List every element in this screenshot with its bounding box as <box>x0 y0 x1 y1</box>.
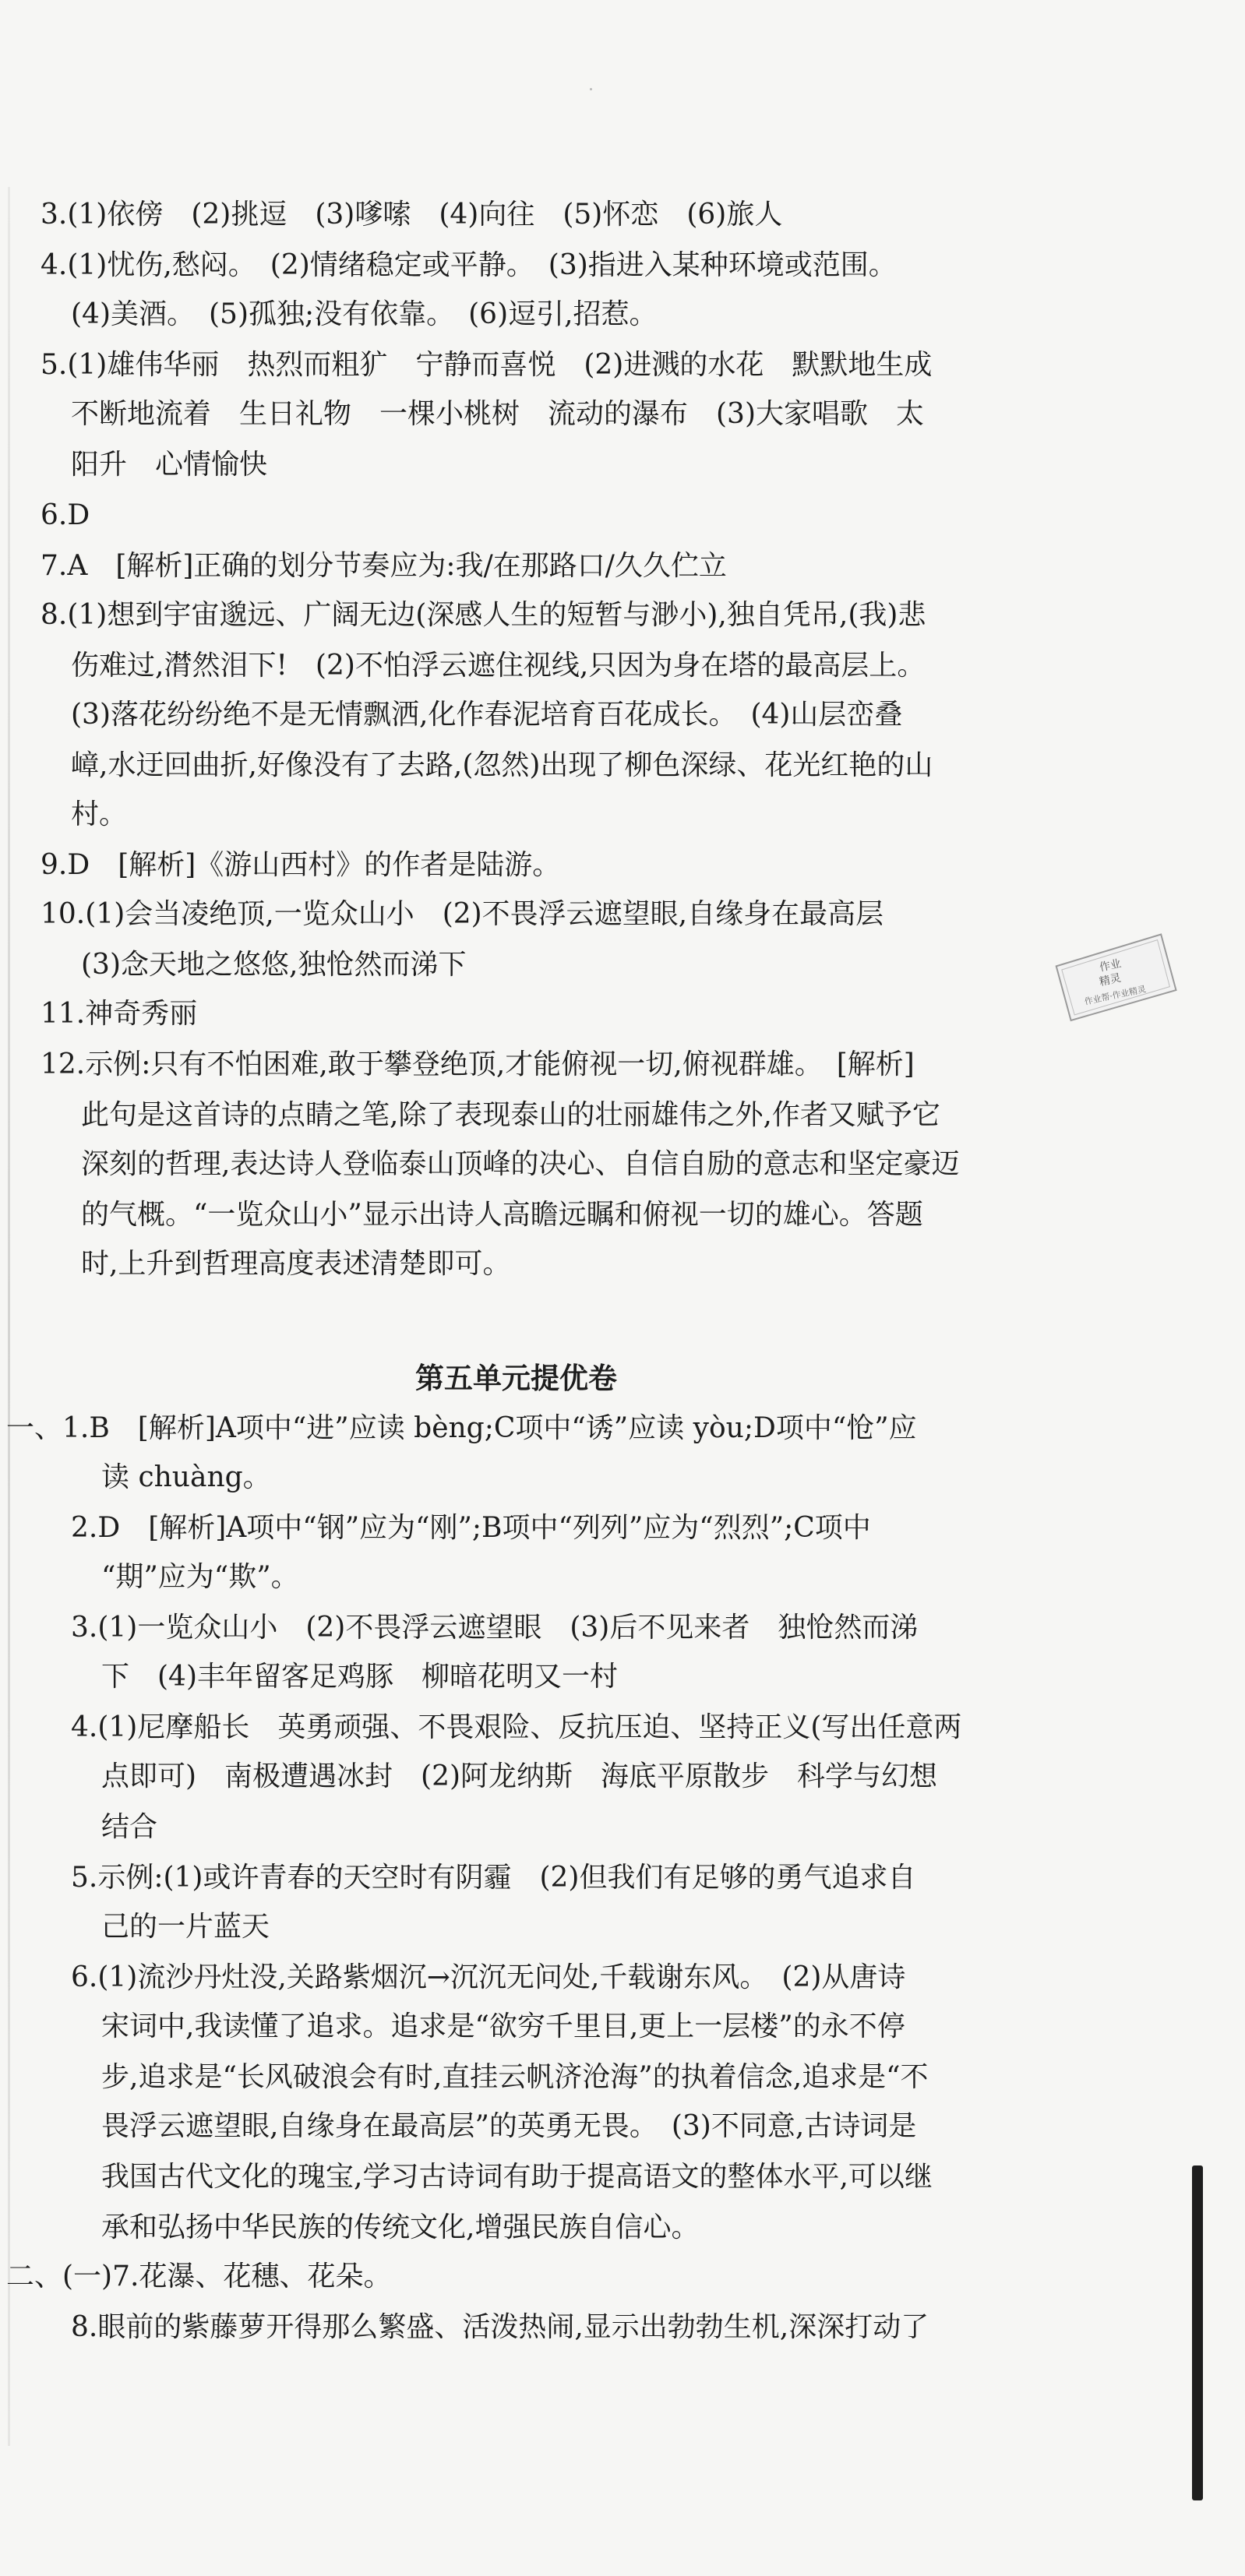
answer-line: (3)落花纷纷绝不是无情飘洒,化作春泥培育百花成长。 (4)山层峦叠 <box>71 699 903 731</box>
answer-line: 下 (4)丰年留客足鸡豚 柳暗花明又一村 <box>101 1661 618 1693</box>
answer-line: 畏浮云遮望眼,自缘身在最高层”的英勇无畏。 (3)不同意,古诗词是 <box>101 2110 917 2142</box>
answer-line: 宋词中,我读懂了追求。追求是“欲穷千里目,更上一层楼”的永不停 <box>101 2010 905 2042</box>
answer-line: 11.神奇秀丽 <box>41 998 198 1030</box>
answer-line: 村。 <box>71 798 128 830</box>
answer-line: 阳升 心情愉快 <box>71 449 268 481</box>
answer-line: (3)念天地之悠悠,独怆然而涕下 <box>81 949 467 981</box>
answer-line: 4.(1)尼摩船长 英勇顽强、不畏艰险、反抗压迫、坚持正义(写出任意两 <box>71 1711 962 1743</box>
answer-line: 6.(1)流沙丹灶没,关路紫烟沉→沉沉无问处,千载谢东风。 (2)从唐诗 <box>71 1961 906 1993</box>
answer-line: “期”应为“欺”。 <box>101 1561 299 1593</box>
answer-line: 二、(一)7.花瀑、花穗、花朵。 <box>6 2261 392 2292</box>
answer-line: 3.(1)依傍 (2)挑逗 (3)嗲嗦 (4)向往 (5)怀恋 (6)旅人 <box>41 199 783 231</box>
answer-line: 深刻的哲理,表达诗人登临泰山顶峰的决心、自信自励的意志和坚定豪迈 <box>81 1148 960 1180</box>
answer-line: 8.眼前的紫藤萝开得那么繁盛、活泼热闹,显示出勃勃生机,深深打动了 <box>71 2311 929 2343</box>
answer-line: 9.D [解析]《游山西村》的作者是陆游。 <box>41 849 561 881</box>
answer-line: 承和弘扬中华民族的传统文化,增强民族自信心。 <box>101 2211 700 2243</box>
stamp-text-top: 作业 <box>1098 957 1123 974</box>
answer-line: 时,上升到哲理高度表述清楚即可。 <box>81 1248 511 1280</box>
answer-line: 3.(1)一览众山小 (2)不畏浮云遮望眼 (3)后不见来者 独怆然而涕 <box>71 1612 919 1644</box>
answer-line: 5.示例:(1)或许青春的天空时有阴霾 (2)但我们有足够的勇气追求自 <box>71 1862 916 1894</box>
speck <box>590 88 592 90</box>
stamp-text-bottom: 作业帮·作业精灵 <box>1083 984 1148 1007</box>
page-right-edge <box>1192 2165 1203 2500</box>
answer-line: 读 chuàng。 <box>101 1461 271 1493</box>
answer-line: 点即可) 南极遭遇冰封 (2)阿龙纳斯 海底平原散步 科学与幻想 <box>101 1760 938 1792</box>
stamp-text-middle: 精灵 <box>1098 971 1123 989</box>
answer-line: 我国古代文化的瑰宝,学习古诗词有助于提高语文的整体水平,可以继 <box>101 2161 933 2193</box>
answer-line: 6.D <box>41 499 90 531</box>
answer-line: 步,追求是“长风破浪会有时,直挂云帆济沧海”的执着信念,追求是“不 <box>101 2061 929 2093</box>
answer-line: 7.A [解析]正确的划分节奏应为:我/在那路口/久久伫立 <box>41 550 727 582</box>
answer-line: 不断地流着 生日礼物 一棵小桃树 流动的瀑布 (3)大家唱歌 太 <box>71 398 924 430</box>
answer-line: 一、1.B [解析]A项中“进”应读 bèng;C项中“诱”应读 yòu;D项中“怆”应 <box>6 1412 917 1444</box>
answer-line: 4.(1)忧伤,愁闷。 (2)情绪稳定或平静。 (3)指进入某种环境或范围。 <box>41 249 897 281</box>
answer-line: 8.(1)想到宇宙邈远、广阔无边(深感人生的短暂与渺小),独自凭吊,(我)悲 <box>41 599 926 631</box>
answer-line: (4)美酒。 (5)孤独;没有依靠。 (6)逗引,招惹。 <box>71 298 658 330</box>
answer-line: 12.示例:只有不怕困难,敢于攀登绝顶,才能俯视一切,俯视群雄。 [解析] <box>41 1048 915 1080</box>
answer-line: 此句是这首诗的点睛之笔,除了表现泰山的壮丽雄伟之外,作者又赋予它 <box>81 1099 940 1131</box>
page-left-edge <box>8 187 10 2446</box>
answer-line: 5.(1)雄伟华丽 热烈而粗犷 宁静而喜悦 (2)进溅的水花 默默地生成 <box>41 349 933 381</box>
answer-line: 的气概。“一览众山小”显示出诗人高瞻远瞩和俯视一切的雄心。答题 <box>81 1199 923 1231</box>
answer-line: 己的一片蓝天 <box>101 1911 270 1943</box>
watermark-stamp <box>1047 927 1183 1026</box>
answer-line: 伤难过,潸然泪下! (2)不怕浮云遮住视线,只因为身在塔的最高层上。 <box>71 650 926 682</box>
answer-line: 结合 <box>101 1811 158 1843</box>
answer-line: 2.D [解析]A项中“钢”应为“刚”;B项中“列列”应为“烈烈”;C项中 <box>71 1512 871 1544</box>
answer-line: 嶂,水迂回曲折,好像没有了去路,(忽然)出现了柳色深绿、花光红艳的山 <box>71 749 933 781</box>
section-title: 第五单元提优卷 <box>415 1362 617 1395</box>
answer-line: 10.(1)会当凌绝顶,一览众山小 (2)不畏浮云遮望眼,自缘身在最高层 <box>41 898 884 930</box>
